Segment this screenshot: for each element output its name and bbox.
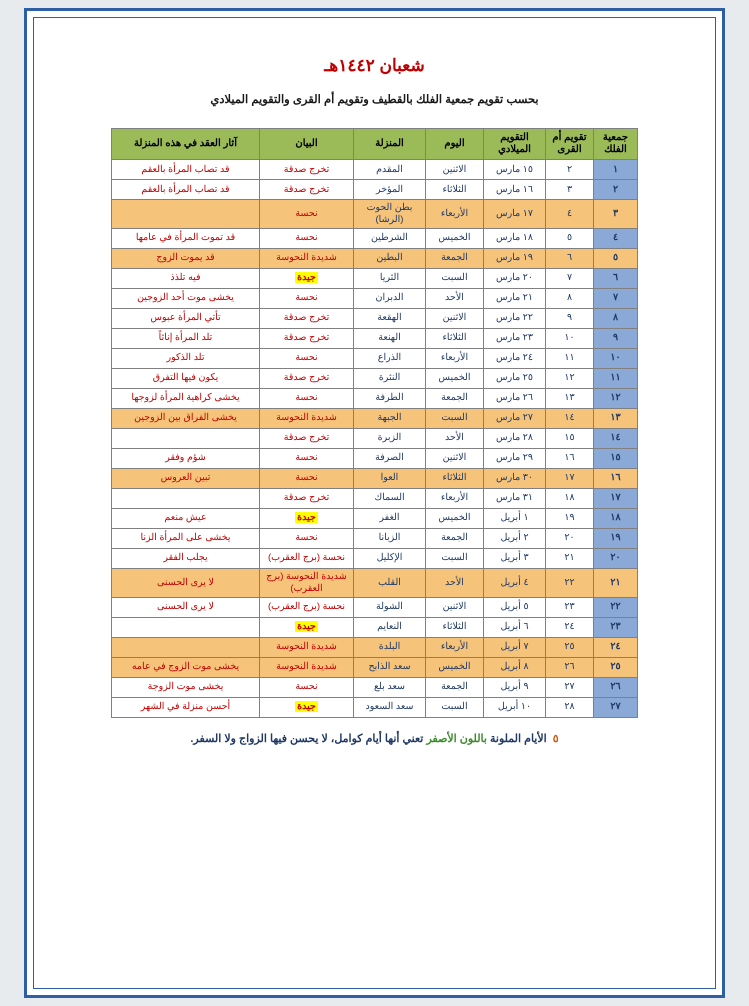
cell-gregorian: ٢٨ مارس: [484, 428, 546, 448]
cell-gregorian: ١ أبريل: [484, 508, 546, 528]
cell-falak: ٢٣: [594, 617, 638, 637]
cell-falak: ٦: [594, 268, 638, 288]
cell-day: الاثنين: [426, 597, 484, 617]
cell-umm-alqura: ٢٤: [546, 617, 594, 637]
cell-mansion: العوا: [354, 468, 426, 488]
cell-umm-alqura: ٦: [546, 248, 594, 268]
cell-statement: نحسة: [260, 468, 354, 488]
cell-falak: ٥: [594, 248, 638, 268]
cell-statement: نحسة (برج العقرب): [260, 548, 354, 568]
cell-day: الاثنين: [426, 308, 484, 328]
table-header-row: [112, 129, 638, 160]
cell-umm-alqura: ٢٥: [546, 637, 594, 657]
cell-effects: يخشى موت أحد الزوجين: [112, 288, 260, 308]
cell-falak: ١٤: [594, 428, 638, 448]
table-row: [112, 228, 638, 248]
cell-effects: عيش منعم: [112, 508, 260, 528]
cell-mansion: الصرفة: [354, 448, 426, 468]
table-row: [112, 408, 638, 428]
cell-umm-alqura: ١٣: [546, 388, 594, 408]
cell-effects: يخشى موت الزوجة: [112, 677, 260, 697]
cell-mansion: الهنعة: [354, 328, 426, 348]
cell-mansion: الإكليل: [354, 548, 426, 568]
cell-statement: نحسة: [260, 388, 354, 408]
cell-umm-alqura: ٣: [546, 180, 594, 200]
cell-umm-alqura: ١٤: [546, 408, 594, 428]
table-row: [112, 597, 638, 617]
cell-effects: قد تصاب المرأة بالعقم: [112, 160, 260, 180]
cell-falak: ١٩: [594, 528, 638, 548]
cell-day: الجمعة: [426, 528, 484, 548]
column-header-gregorian: التقويم الميلادي: [484, 129, 546, 160]
cell-umm-alqura: ٢٣: [546, 597, 594, 617]
cell-statement: شديدة النحوسة: [260, 637, 354, 657]
note-suffix: تعني أنها أيام كوامل، لا يحسن فيها الزواج ولا السفر.: [190, 732, 427, 745]
cell-umm-alqura: ٢: [546, 160, 594, 180]
document-page: [24, 8, 725, 998]
cell-statement: نحسة: [260, 448, 354, 468]
cell-umm-alqura: ٤: [546, 200, 594, 229]
cell-gregorian: ٢٢ مارس: [484, 308, 546, 328]
cell-statement: تخرج صدقة: [260, 488, 354, 508]
cell-day: الأحد: [426, 428, 484, 448]
cell-day: الثلاثاء: [426, 180, 484, 200]
cell-statement: نحسة: [260, 288, 354, 308]
cell-falak: ٢٥: [594, 657, 638, 677]
cell-umm-alqura: ١٠: [546, 328, 594, 348]
cell-effects: [112, 617, 260, 637]
cell-statement: [260, 268, 354, 288]
cell-statement: نحسة: [260, 677, 354, 697]
footer-note: [117, 732, 633, 745]
table-row: [112, 637, 638, 657]
table-row: [112, 568, 638, 597]
table-row: [112, 468, 638, 488]
cell-falak: ٧: [594, 288, 638, 308]
cell-statement: تخرج صدقة: [260, 368, 354, 388]
cell-umm-alqura: ٢٠: [546, 528, 594, 548]
cell-umm-alqura: ١٧: [546, 468, 594, 488]
cell-umm-alqura: ٢٧: [546, 677, 594, 697]
cell-umm-alqura: ٢٨: [546, 697, 594, 717]
table-row: [112, 348, 638, 368]
cell-mansion: بطن الحوت (الرشا): [354, 200, 426, 229]
cell-effects: تأتي المرأة عبوس: [112, 308, 260, 328]
cell-mansion: البلدة: [354, 637, 426, 657]
cell-umm-alqura: ١٥: [546, 428, 594, 448]
cell-effects: لا يرى الحسنى: [112, 568, 260, 597]
cell-gregorian: ٢٠ مارس: [484, 268, 546, 288]
cell-mansion: المؤخر: [354, 180, 426, 200]
table-row: [112, 180, 638, 200]
cell-falak: ١١: [594, 368, 638, 388]
cell-day: السبت: [426, 268, 484, 288]
cell-day: الأربعاء: [426, 488, 484, 508]
page-inner-border: [33, 17, 716, 989]
cell-effects: يخشى كراهية المرأة لزوجها: [112, 388, 260, 408]
cell-umm-alqura: ١١: [546, 348, 594, 368]
cell-gregorian: ٧ أبريل: [484, 637, 546, 657]
cell-mansion: البطين: [354, 248, 426, 268]
table-row: [112, 268, 638, 288]
table-row: [112, 368, 638, 388]
cell-falak: ٢١: [594, 568, 638, 597]
table-row: [112, 448, 638, 468]
cell-falak: ١٣: [594, 408, 638, 428]
cell-effects: [112, 488, 260, 508]
cell-statement: شديدة النحوسة: [260, 657, 354, 677]
cell-mansion: الشرطين: [354, 228, 426, 248]
cell-mansion: المقدم: [354, 160, 426, 180]
cell-day: الخميس: [426, 228, 484, 248]
cell-gregorian: ٢٩ مارس: [484, 448, 546, 468]
cell-statement: شديدة النحوسة: [260, 248, 354, 268]
cell-gregorian: ٣٠ مارس: [484, 468, 546, 488]
cell-gregorian: ١٦ مارس: [484, 180, 546, 200]
table-row: [112, 328, 638, 348]
cell-day: الثلاثاء: [426, 617, 484, 637]
cell-falak: ٩: [594, 328, 638, 348]
cell-mansion: النثرة: [354, 368, 426, 388]
cell-umm-alqura: ١٨: [546, 488, 594, 508]
cell-falak: ١٠: [594, 348, 638, 368]
cell-day: الأحد: [426, 568, 484, 597]
cell-umm-alqura: ٢٢: [546, 568, 594, 597]
cell-effects: [112, 637, 260, 657]
table-row: [112, 617, 638, 637]
cell-gregorian: ١٧ مارس: [484, 200, 546, 229]
cell-day: السبت: [426, 408, 484, 428]
cell-statement-highlight: جيدة: [297, 701, 316, 713]
cell-day: الثلاثاء: [426, 328, 484, 348]
cell-day: الاثنين: [426, 448, 484, 468]
cell-mansion: الدبران: [354, 288, 426, 308]
table-row: [112, 508, 638, 528]
column-header-day: اليوم: [426, 129, 484, 160]
cell-gregorian: ٥ أبريل: [484, 597, 546, 617]
table-row: [112, 428, 638, 448]
cell-statement: تخرج صدقة: [260, 308, 354, 328]
calendar-table: [111, 128, 638, 718]
cell-mansion: الذراع: [354, 348, 426, 368]
cell-gregorian: ٤ أبريل: [484, 568, 546, 597]
cell-gregorian: ٢١ مارس: [484, 288, 546, 308]
cell-gregorian: ٢٣ مارس: [484, 328, 546, 348]
cell-mansion: السماك: [354, 488, 426, 508]
cell-statement: تخرج صدقة: [260, 180, 354, 200]
cell-statement: نحسة: [260, 528, 354, 548]
cell-falak: ١٦: [594, 468, 638, 488]
cell-falak: ٢٢: [594, 597, 638, 617]
cell-statement: شديدة النحوسة: [260, 408, 354, 428]
table-row: [112, 308, 638, 328]
cell-mansion: الزبرة: [354, 428, 426, 448]
cell-gregorian: ٨ أبريل: [484, 657, 546, 677]
cell-effects: يجلب الفقر: [112, 548, 260, 568]
cell-effects: لا يرى الحسنى: [112, 597, 260, 617]
cell-statement: نحسة (برج العقرب): [260, 597, 354, 617]
cell-gregorian: ٢٤ مارس: [484, 348, 546, 368]
cell-gregorian: ٩ أبريل: [484, 677, 546, 697]
cell-statement: [260, 617, 354, 637]
cell-day: السبت: [426, 548, 484, 568]
cell-gregorian: ٣١ مارس: [484, 488, 546, 508]
cell-effects: يخشى موت الزوج في عامه: [112, 657, 260, 677]
page-title: شعبان ١٤٤٢هـ: [324, 56, 425, 75]
cell-mansion: سعد بلع: [354, 677, 426, 697]
cell-mansion: النعايم: [354, 617, 426, 637]
cell-statement: [260, 697, 354, 717]
cell-effects: قد تصاب المرأة بالعقم: [112, 180, 260, 200]
cell-mansion: الثريا: [354, 268, 426, 288]
cell-effects: فيه تلذذ: [112, 268, 260, 288]
cell-day: الأحد: [426, 288, 484, 308]
cell-umm-alqura: ٢٦: [546, 657, 594, 677]
column-header-mansion: المنزلة: [354, 129, 426, 160]
cell-statement-highlight: جيدة: [297, 621, 316, 633]
cell-falak: ٢٧: [594, 697, 638, 717]
column-header-effects: آثار العقد في هذه المنزلة: [112, 129, 260, 160]
cell-falak: ٢٦: [594, 677, 638, 697]
table-row: [112, 677, 638, 697]
cell-day: الأربعاء: [426, 200, 484, 229]
cell-statement: شديدة النحوسة (برج العقرب): [260, 568, 354, 597]
cell-mansion: الطرفة: [354, 388, 426, 408]
cell-mansion: سعد السعود: [354, 697, 426, 717]
cell-effects: شؤم وفقر: [112, 448, 260, 468]
cell-umm-alqura: ١٩: [546, 508, 594, 528]
cell-falak: ٣: [594, 200, 638, 229]
column-header-umm-alqura: تقويم أم القرى: [546, 129, 594, 160]
cell-umm-alqura: ١٢: [546, 368, 594, 388]
cell-effects: [112, 200, 260, 229]
cell-effects: يخشى الفراق بين الزوجين: [112, 408, 260, 428]
cell-day: الخميس: [426, 657, 484, 677]
cell-statement: نحسة: [260, 348, 354, 368]
cell-falak: ٢٤: [594, 637, 638, 657]
cell-mansion: سعد الذابح: [354, 657, 426, 677]
cell-gregorian: ٦ أبريل: [484, 617, 546, 637]
cell-mansion: القلب: [354, 568, 426, 597]
cell-statement-highlight: جيدة: [297, 272, 316, 284]
cell-gregorian: ٣ أبريل: [484, 548, 546, 568]
cell-falak: ٤: [594, 228, 638, 248]
note-prefix: الأيام الملونة: [486, 732, 547, 745]
cell-mansion: الزبانا: [354, 528, 426, 548]
page-subtitle: بحسب تقويم جمعية الفلك بالقطيف وتقويم أم القرى والتقويم الميلادي: [210, 94, 539, 106]
table-row: [112, 288, 638, 308]
cell-statement: [260, 508, 354, 528]
table-row: [112, 488, 638, 508]
table-row: [112, 160, 638, 180]
cell-mansion: الجبهة: [354, 408, 426, 428]
cell-umm-alqura: ٢١: [546, 548, 594, 568]
cell-gregorian: ٢٥ مارس: [484, 368, 546, 388]
cell-umm-alqura: ٧: [546, 268, 594, 288]
table-row: [112, 200, 638, 229]
cell-falak: ٢٠: [594, 548, 638, 568]
cell-mansion: الهقعة: [354, 308, 426, 328]
table-row: [112, 248, 638, 268]
cell-day: الخميس: [426, 368, 484, 388]
cell-umm-alqura: ١٦: [546, 448, 594, 468]
cell-day: الجمعة: [426, 248, 484, 268]
column-header-statement: البيان: [260, 129, 354, 160]
note-bullet: ٥: [552, 732, 559, 745]
cell-falak: ١٨: [594, 508, 638, 528]
cell-umm-alqura: ٥: [546, 228, 594, 248]
table-row: [112, 388, 638, 408]
cell-statement: نحسة: [260, 200, 354, 229]
cell-statement: نحسة: [260, 228, 354, 248]
cell-effects: تبين العروس: [112, 468, 260, 488]
cell-falak: ١٧: [594, 488, 638, 508]
cell-day: السبت: [426, 697, 484, 717]
cell-gregorian: ٢ أبريل: [484, 528, 546, 548]
cell-statement: تخرج صدقة: [260, 160, 354, 180]
table-row: [112, 548, 638, 568]
cell-gregorian: ٢٦ مارس: [484, 388, 546, 408]
cell-day: الأربعاء: [426, 637, 484, 657]
column-header-falak: جمعية الفلك: [594, 129, 638, 160]
cell-effects: تلد المرأة إناثاً: [112, 328, 260, 348]
cell-statement: تخرج صدقة: [260, 328, 354, 348]
cell-gregorian: ١٥ مارس: [484, 160, 546, 180]
cell-falak: ١: [594, 160, 638, 180]
cell-falak: ٨: [594, 308, 638, 328]
cell-effects: تلد الذكور: [112, 348, 260, 368]
cell-falak: ٢: [594, 180, 638, 200]
cell-gregorian: ٢٧ مارس: [484, 408, 546, 428]
cell-statement: تخرج صدقة: [260, 428, 354, 448]
table-row: [112, 528, 638, 548]
cell-gregorian: ١٨ مارس: [484, 228, 546, 248]
cell-falak: ١٢: [594, 388, 638, 408]
cell-effects: أحسن منزلة في الشهر: [112, 697, 260, 717]
cell-effects: يكون فيها التفرق: [112, 368, 260, 388]
cell-effects: يخشى على المرأة الزنا: [112, 528, 260, 548]
cell-day: الخميس: [426, 508, 484, 528]
cell-day: الأربعاء: [426, 348, 484, 368]
table-row: [112, 697, 638, 717]
cell-gregorian: ١٩ مارس: [484, 248, 546, 268]
cell-effects: [112, 428, 260, 448]
cell-effects: قد يموت الزوج: [112, 248, 260, 268]
cell-day: الاثنين: [426, 160, 484, 180]
table-body: [112, 160, 638, 718]
cell-mansion: الشولة: [354, 597, 426, 617]
cell-day: الجمعة: [426, 677, 484, 697]
cell-falak: ١٥: [594, 448, 638, 468]
cell-statement-highlight: جيدة: [297, 512, 316, 524]
cell-day: الجمعة: [426, 388, 484, 408]
note-colored-text: باللون الأصفر: [426, 732, 487, 745]
page-content: [34, 18, 715, 745]
cell-gregorian: ١٠ أبريل: [484, 697, 546, 717]
cell-effects: قد تموت المرأة في عامها: [112, 228, 260, 248]
cell-umm-alqura: ٩: [546, 308, 594, 328]
table-row: [112, 657, 638, 677]
cell-umm-alqura: ٨: [546, 288, 594, 308]
cell-mansion: الغفر: [354, 508, 426, 528]
cell-day: الثلاثاء: [426, 468, 484, 488]
